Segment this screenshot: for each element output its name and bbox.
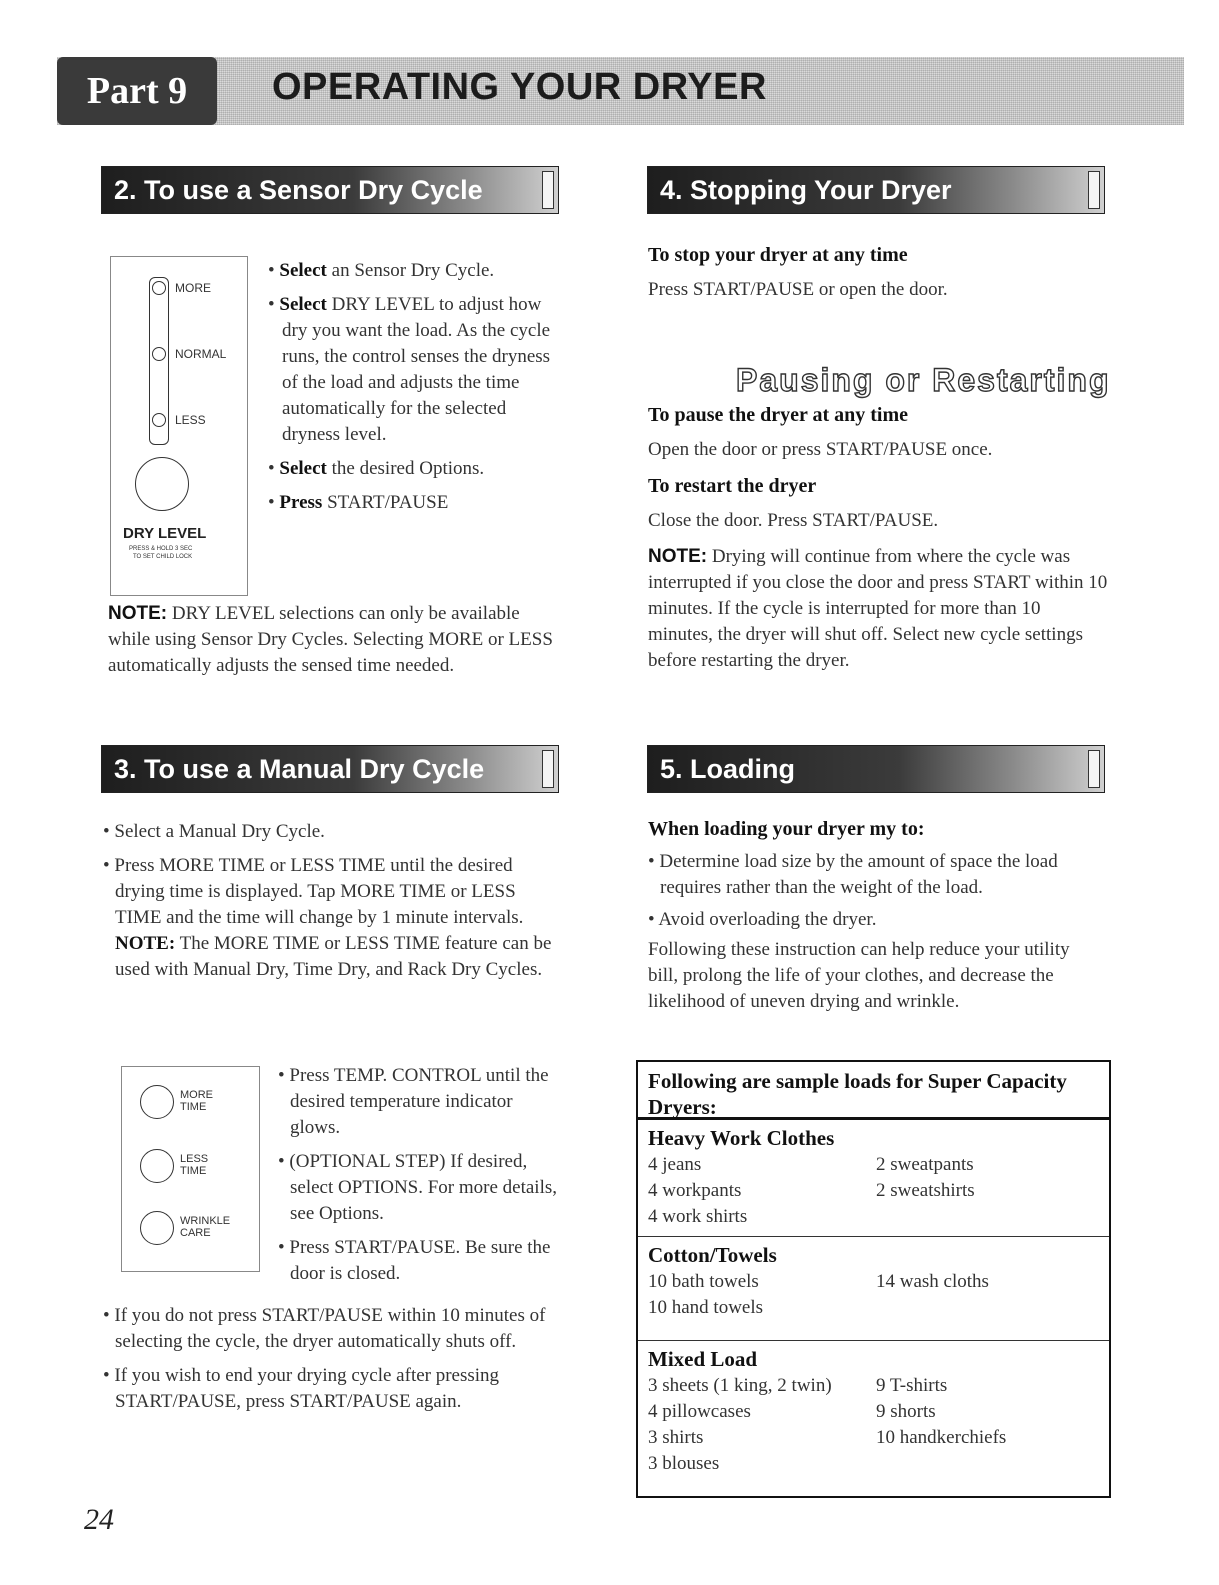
indicator-more-icon bbox=[152, 281, 166, 295]
less-time-button[interactable] bbox=[140, 1149, 174, 1183]
manual-steps: • Press TEMP. CONTROL until the desired temperature indicator glows. • (OPTIONAL STEP) If desired, select OPTIONS. For more details, see Options. • Press START/PAUSE. Be sure the door is closed. bbox=[278, 1065, 558, 1284]
pause-text: Open the door or press START/PAUSE once. bbox=[648, 439, 993, 460]
label-less: LESS bbox=[175, 413, 206, 427]
loading-paragraph: Following these instruction can help reduce your utility bill, prolong the life of your clothes, and decrease the likelihood of uneven drying and wrinkle. bbox=[648, 939, 1070, 1012]
dry-level-panel bbox=[110, 256, 248, 596]
load-group-mixed: Mixed Load 3 sheets (1 king, 2 twin) 4 pillowcases 3 shirts 3 blouses 9 T-shirts 9 shorts 10 handkerchiefs bbox=[638, 1340, 1109, 1490]
stopping-body bbox=[648, 244, 1108, 303]
dry-level-sub1: PRESS & HOLD 3 SEC bbox=[129, 546, 193, 552]
stop-heading: To stop your dryer at any time bbox=[648, 244, 908, 266]
sample-loads-title: Following are sample loads for Super Capacity Dryers: bbox=[638, 1062, 1109, 1120]
more-time-label-1: MORE bbox=[180, 1089, 213, 1101]
manual-outro: • If you do not press START/PAUSE within 10 minutes of selecting the cycle, the dryer automatically shuts off. • If you wish to end your drying cycle after pressing START/PAUSE, press START/PAUSE again. bbox=[103, 1305, 546, 1412]
page-title: OPERATING YOUR DRYER bbox=[272, 66, 767, 108]
section-heading-manual-dry bbox=[101, 745, 559, 793]
load-group-heavy: Heavy Work Clothes 4 jeans 4 workpants 4 work shirts 2 sweatpants 2 sweatshirts bbox=[648, 1126, 975, 1227]
load-group-cotton: Cotton/Towels 10 bath towels 10 hand towels 14 wash cloths bbox=[638, 1236, 1109, 1340]
restart-text: Close the door. Press START/PAUSE. bbox=[648, 510, 939, 531]
section-heading-stopping bbox=[647, 166, 1105, 214]
label-normal: NORMAL bbox=[175, 347, 227, 361]
dry-level-sub2: TO SET CHILD LOCK bbox=[133, 554, 193, 560]
dry-level-label: DRY LEVEL bbox=[123, 525, 207, 542]
sensor-steps: • Select an Sensor Dry Cycle. • Select DRY LEVEL to adjust how dry you want the load. As the cycle runs, the control senses the dryness of the load and adjusts the time automatically for the selected dryness level. • Select the desired Options. • Press START/PAUSE bbox=[268, 260, 551, 513]
restart-heading: To restart the dryer bbox=[648, 475, 817, 497]
stop-text: Press START/PAUSE or open the door. bbox=[648, 279, 948, 300]
pausing-body bbox=[648, 404, 1108, 674]
pause-heading: To pause the dryer at any time bbox=[648, 404, 908, 426]
page-number: 24 bbox=[84, 1503, 114, 1536]
loading-bullet-2: • Avoid overloading the dryer. bbox=[648, 909, 877, 930]
manual-button-panel bbox=[121, 1066, 260, 1272]
dry-level-button[interactable] bbox=[135, 457, 189, 511]
loading-heading: When loading your dryer my to: bbox=[648, 818, 925, 840]
less-time-label-2: TIME bbox=[180, 1165, 207, 1177]
wrinkle-care-button[interactable] bbox=[140, 1211, 174, 1245]
section-heading-loading bbox=[647, 745, 1105, 793]
indicator-less-icon bbox=[152, 413, 166, 427]
pausing-subheading: Pausing or Restarting bbox=[736, 362, 1111, 398]
more-time-label-2: TIME bbox=[180, 1101, 207, 1113]
loading-body bbox=[648, 818, 1103, 1015]
manual-intro: • Select a Manual Dry Cycle. • Press MORE TIME or LESS TIME until the desired drying time is displayed. Tap MORE TIME or LESS TIME and the time will change by 1 minute intervals. NOTE: The MORE TIME or LESS TIME feature can be used with Manual Dry, Time Dry, and Rack Dry Cycles. bbox=[103, 821, 552, 980]
stopping-note: NOTE: Drying will continue from where the cycle was interrupted if you close the door and press START within 10 minutes. If the cycle is interrupted for more than 10 minutes, the dryer will shut off. Select new cycle settings before restarting the dryer. bbox=[648, 546, 1108, 671]
less-time-label-1: LESS bbox=[180, 1153, 209, 1165]
section-heading-sensor-dry bbox=[101, 166, 559, 214]
section-heading-text: 4. Stopping Your Dryer bbox=[660, 174, 952, 205]
section-heading-text: 3. To use a Manual Dry Cycle bbox=[114, 753, 485, 784]
indicator-normal-icon bbox=[152, 347, 166, 361]
wrinkle-care-label-1: WRINKLE bbox=[180, 1215, 231, 1227]
sample-loads-table bbox=[636, 1060, 1111, 1498]
more-time-button[interactable] bbox=[140, 1085, 174, 1119]
label-more: MORE bbox=[175, 281, 211, 295]
wrinkle-care-label-2: CARE bbox=[180, 1227, 211, 1239]
section-heading-text: 2. To use a Sensor Dry Cycle bbox=[114, 174, 483, 205]
sensor-note: NOTE: DRY LEVEL selections can only be available while using Sensor Dry Cycles. Selecting MORE or LESS automatically adjusts the sensed time needed. bbox=[108, 603, 553, 676]
loading-bullet-1: • Determine load size by the amount of space the load requires rather than the weight of the load. bbox=[648, 851, 1058, 898]
part-label: Part 9 bbox=[57, 57, 217, 125]
section-heading-text: 5. Loading bbox=[660, 753, 795, 784]
